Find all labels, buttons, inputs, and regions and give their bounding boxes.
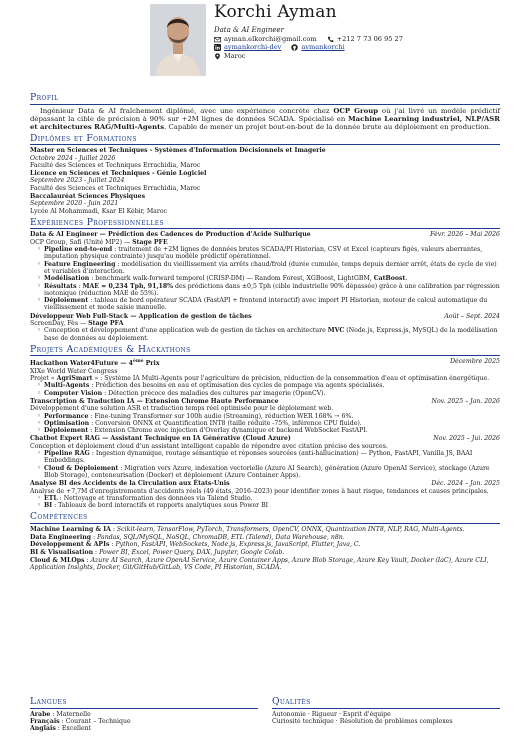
language-sep: : (50, 710, 57, 718)
candidate-role: Data & AI Engineer (214, 26, 284, 34)
bullet-text-end: (Node.js, Express.js, MySQL) de la modélisation base de données au déploiement. (44, 327, 498, 342)
skills-sep: : (109, 541, 116, 549)
skills-value: Power BI, Excel, Power Query, DAX, Jupyter, Google Colab. (99, 548, 285, 556)
profile-photo (150, 4, 206, 76)
bullet-text: : tableau de bord opérateur SCADA (FastAPI + frontend interactif) avec import PI Historian, moteur de calcul automatique du vieillissement et mode saisie manuelle. (44, 297, 488, 312)
project-title-sup: ème (132, 359, 144, 365)
bottom-columns (30, 694, 500, 732)
bullet-text: : Migration vers Azure, indexation vectorielle (Azure AI Search), génération (Azure OpenAI Service), stockage (Azure Blob Storage), conteneurisation (Docker) et déploiement (Azure Container Apps). (44, 464, 490, 479)
skills-line (30, 541, 500, 548)
bullet-text-end: des prédictions dans ±0,5 Tph (cible industrielle 90% dépassée) grâce à une calibration par régression isotonique (réduction MAE de 55%). (44, 282, 500, 297)
bullet-heading: Déploiement (44, 297, 89, 305)
phone-text[interactable]: +212 7 73 06 95 27 (336, 35, 403, 43)
skills-sep: : (93, 548, 100, 556)
bullet-text: : Ingestion dynamique, routage sémantique et réponses sourcées (anti-hallucination) — Python, FastAPI, Vanilla JS, BAAI Embeddings. (44, 450, 473, 465)
diploma-item (30, 170, 500, 192)
experience-org (30, 239, 500, 246)
qualities-column (272, 694, 500, 732)
skills-label: Développement & APIs (30, 541, 110, 549)
skills-label: Machine Learning & IA (30, 525, 111, 533)
bullet-text: : Prédiction des besoins en eau et optimisation des cycles de pompage via agents spécialisés. (89, 382, 385, 390)
language-sep: : (55, 725, 62, 733)
bullet-emphasis: CatBoost (373, 275, 406, 283)
experience-bullets (30, 246, 500, 312)
bullet-item (44, 413, 500, 420)
bullet-item (44, 261, 500, 276)
email-icon (214, 36, 221, 43)
project-desc: Conception et déploiement cloud d'un assistant intelligent capable de répondre avec citation précise des sources. (30, 442, 388, 450)
bullet-heading: Modélisation (44, 275, 90, 283)
experience-item (30, 313, 500, 342)
diploma-dates: Octobre 2024 - Juillet 2026 (30, 154, 116, 162)
bullet-heading: Pipeline end-to-end (44, 246, 113, 254)
skills-sep: : (91, 533, 98, 541)
experience-dates: Févr. 2026 – Mai 2026 (430, 231, 500, 239)
skills-line (30, 549, 500, 556)
project-org: XIXe World Water Congress (30, 367, 118, 375)
project-item (30, 398, 500, 434)
language-level: Courant – Technique (65, 717, 131, 725)
location-text: Maroc (224, 51, 246, 60)
bullet-metric: MAE = 0,234 Tph, 91,18% (82, 282, 174, 290)
skills-sep: : (110, 525, 117, 533)
diploma-school: Faculté des Sciences et Techniques Errachidia, Maroc (30, 184, 201, 192)
bullet-heading: Feature Engineering (44, 260, 116, 268)
diploma-degree: Licence en Sciences et Techniques - Génie Logiciel (30, 170, 207, 178)
language-level: Excellent (61, 725, 92, 733)
bullet-text: Conception et développement d'une application web de gestion de tâches en architecture (44, 327, 328, 335)
phone-item[interactable] (327, 35, 403, 43)
skills-line (30, 534, 500, 541)
diploma-school: Lycée Al Mohammadi, Ksar El Kébir, Maroc (30, 207, 168, 215)
bullet-text: : Nettoyage et transformation des données via Talend Studio. (57, 494, 253, 502)
experience-title: Développeur Web Full-Stack — Application de gestion de tâches (30, 312, 252, 320)
github-link[interactable]: aymankorchi (301, 43, 345, 52)
bullet-item (44, 246, 500, 261)
bullet-text: : Fine-tuning Transformer sur 100h audio (Streaming), réduction WER 168% → 6%. (88, 412, 354, 420)
project-title: Transcription & Traduction IA — Extension Chrome Haute Performance (30, 397, 279, 405)
bullet-text: : (76, 282, 83, 290)
linkedin-icon (214, 44, 221, 51)
bullet-item (44, 297, 500, 312)
github-item[interactable] (291, 43, 344, 51)
experience-title: Data & AI Engineer — Prédiction des Cadences de Production d'Acide Sulfurique (30, 231, 311, 239)
bullet-item (44, 427, 500, 434)
linkedin-item[interactable] (214, 43, 281, 51)
project-bullets (30, 450, 500, 479)
project-desc (30, 375, 500, 382)
skills-label: BI & Visualisation (30, 548, 94, 556)
project-header (30, 480, 500, 487)
diploma-school: Faculté des Sciences et Techniques Errachidia, Maroc (30, 161, 201, 169)
experience-item (30, 231, 500, 311)
experience-type: Stage PFA (88, 320, 124, 328)
project-bullets (30, 413, 500, 435)
project-header (30, 398, 500, 405)
language-item (30, 711, 258, 718)
bullet-heading: Computer Vision (44, 389, 103, 397)
phone-icon (327, 36, 334, 43)
language-name: Arabe (30, 710, 51, 718)
experience-org (30, 320, 500, 327)
bullet-text: : benchmark walk-forward temporel (CRISP-DM) — Random Forest, XGBoost, LightGBM, (89, 275, 374, 283)
candidate-name: Korchi Ayman (214, 2, 337, 22)
location-pin-icon (214, 53, 221, 60)
section-title-experiences: Expériences Professionnelles (30, 218, 500, 230)
diploma-item (30, 193, 500, 215)
experience-bullets (30, 327, 500, 342)
section-title-competences: Compétences (30, 512, 500, 524)
project-title-text-2: Prix (143, 360, 160, 368)
skills-line (30, 526, 500, 533)
bullet-item (44, 283, 500, 298)
bullet-heading: Résultats (44, 282, 77, 290)
email-text[interactable]: ayman.elkorchi@gmail.com (224, 35, 317, 43)
bullet-heading: Performance (44, 412, 89, 420)
bullet-text: : Détection précoce des maladies des cultures par imagerie (OpenCV). (102, 389, 326, 397)
bullet-item (44, 390, 500, 397)
quality-item: Autonomie · Rigueur · Esprit d'équipe (272, 710, 391, 718)
contact-row-2 (214, 43, 514, 51)
skills-value: Python, FastAPI, WebSockets, Node.js, Express.js, JavaScript, Flutter, Java, C. (115, 541, 361, 549)
bullet-item (44, 382, 500, 389)
bullet-item (44, 327, 500, 342)
language-item (30, 718, 258, 725)
section-title-langues: Langues (30, 697, 258, 709)
cv-header (214, 2, 514, 60)
bullet-text: : Conversion ONNX et Quantification INT8 (taille réduite -75%, inférence CPU fluide). (89, 419, 362, 427)
bullet-item (44, 420, 500, 427)
section-title-profil: Profil (30, 93, 500, 105)
quality-item: Curiosité technique · Résolution de problèmes complexes (272, 717, 453, 725)
languages-column (30, 694, 258, 732)
bullet-text: : Tableaux de bord interactifs et rapports analytiques sous Power BI (52, 502, 269, 510)
project-dates: Nov. 2025 – Jan. 2026 (431, 397, 500, 405)
language-item (30, 725, 258, 732)
language-name: Anglais (30, 725, 56, 733)
contact-row-1 (214, 35, 514, 43)
bullet-text: : modélisation du vieillissement via arrêts chaud/froid (durée cumulée, temps depuis dernier arrêt, états de cycle de vie) et variables d'interaction. (44, 260, 497, 275)
bullet-heading: Déploiement (44, 427, 89, 435)
bullet-heading: Cloud & Déploiement (44, 464, 119, 472)
project-dates: Nov. 2025 – Jui. 2026 (433, 435, 500, 443)
project-title-text: Hackathon Water4Future — 4 (30, 360, 133, 368)
bullet-heading: ETL (44, 494, 58, 502)
diploma-dates: Septembre 2023 - Juillet 2024 (30, 177, 125, 185)
bullet-item (44, 502, 500, 509)
project-bullets (30, 495, 500, 510)
experience-org-text: OCP Group, Safi (Unité MP2) — (30, 238, 133, 246)
section-title-projets: Projets Académiques & Hackathons (30, 345, 500, 357)
email-item[interactable] (214, 35, 317, 43)
project-item (30, 358, 500, 397)
bullet-item (44, 465, 500, 480)
project-bullets (30, 382, 500, 397)
skills-label: Data Engineering (30, 533, 92, 541)
diploma-degree: Baccalauréat Sciences Physiques (30, 193, 146, 201)
skills-value: Azure AI Search, Azure OpenAI Service, Azure Container Apps, Azure Blob Storage, Azure Key Vault, Docker (IaC), Azure CLI, Application Insights, Docker, Git/GitHub/GitLab, VS Code, PI Historian, SCADA. (30, 556, 489, 571)
project-item (30, 435, 500, 479)
project-title: Chatbot Expert RAG — Assistant Technique en IA Générative (Cloud Azure) (30, 435, 291, 443)
section-title-diplomes: Diplômes et Formations (30, 134, 500, 146)
diploma-degree: Master en Sciences et Techniques - Systèmes d'Information Décisionnels et Imagerie (30, 147, 326, 155)
experience-header (30, 231, 500, 238)
bullet-emphasis: MVC (327, 327, 345, 335)
skills-line (30, 557, 500, 572)
section-title-qualites: Qualités (272, 697, 500, 709)
skills-value: Scikit-learn, TensorFlow, PyTorch, Transformers, OpenCV, ONNX, Quantization INT8, NLP, RAG, Multi-Agents. (116, 525, 465, 533)
project-header (30, 358, 500, 367)
language-sep: : (59, 717, 66, 725)
bullet-item (44, 450, 500, 465)
diploma-dates: Septembre 2020 - Juin 2021 (30, 200, 119, 208)
bullet-item (44, 495, 500, 502)
cv-content (30, 90, 500, 572)
language-level: Maternelle (56, 710, 91, 718)
profil-text-1: Ingénieur Data & AI fraîchement diplômé, avec une expérience concrète chez (40, 106, 334, 115)
bullet-text: : Extension Chrome avec injection d'Overlay dynamique et backend WebSocket FastAPI. (88, 427, 368, 435)
language-name: Français (30, 717, 60, 725)
bullet-heading: Pipeline RAG (44, 450, 90, 458)
profil-text-2: où j'ai livré un modèle prédictif dépassant la cible de précision à 90% sur +2M lignes de données SCADA. Spécialisé en (30, 106, 500, 123)
bullet-heading: Multi-Agents (44, 382, 90, 390)
skills-label: Cloud & MLOps (30, 556, 85, 564)
github-icon (291, 44, 298, 51)
location-item (214, 52, 246, 60)
experience-header (30, 313, 500, 320)
project-desc-text: Projet « (30, 375, 57, 383)
project-header (30, 435, 500, 442)
experience-org-text: ScreenDay, Fès — (30, 320, 89, 328)
project-dates: Déc. 2024 – Jan. 2025 (431, 480, 500, 488)
bullet-heading: Optimisation (44, 419, 90, 427)
bullet-text: : traitement de +2M lignes de données brutes SCADA/PI Historian, CSV et Excel (capteurs figés, valeurs aberrantes, imputation physique contrainte) jusqu'au modèle prédictif opérationnel. (44, 246, 483, 261)
project-item (30, 480, 500, 509)
bullet-heading: BI (44, 502, 53, 510)
project-desc-emphasis: AgriSmart (56, 375, 93, 383)
profil-text-3: . Capable de mener un projet bout-en-bout de la donnée brute au déploiement en production. (164, 122, 492, 131)
bullet-text-end: . (405, 275, 408, 283)
profil-paragraph (30, 107, 500, 131)
project-desc: Développement d'une solution ASR et traduction temps réel optimisée pour le déploiement web. (30, 405, 334, 413)
experience-dates: Août – Sept. 2024 (444, 312, 500, 320)
project-desc-text-2: » : Système IA Multi-Agents pour l'agriculture de précision, réduction de la consommation d'eau et optimisation énergétique. (92, 375, 490, 383)
profil-specialty: Machine Learning industriel, NLP/ASR et architectures RAG/Multi-Agents (30, 114, 501, 131)
diploma-item (30, 147, 500, 169)
linkedin-link[interactable]: aymankorchi-dev (224, 43, 282, 52)
project-title: Analyse BI des Accidents de la Circulation aux États-Unis (30, 480, 230, 488)
profil-company: OCP Group (333, 106, 379, 115)
contact-row-3 (214, 52, 514, 60)
project-desc: Analyse de +7,7M d'enregistrements d'accidents réels (49 états, 2016–2023) pour identifier zones à haut risque, tendances et causes principales. (30, 487, 489, 495)
skills-sep: : (84, 556, 91, 564)
bullet-item (44, 275, 500, 282)
project-dates: Décembre 2025 (450, 358, 500, 366)
experience-type: Stage PFE (132, 238, 168, 246)
project-title (30, 358, 160, 367)
skills-value: Pandas, SQL/MySQL, NoSQL, ChromaDB, ETL (Talend), Data Warehouse, n8n. (97, 533, 345, 541)
